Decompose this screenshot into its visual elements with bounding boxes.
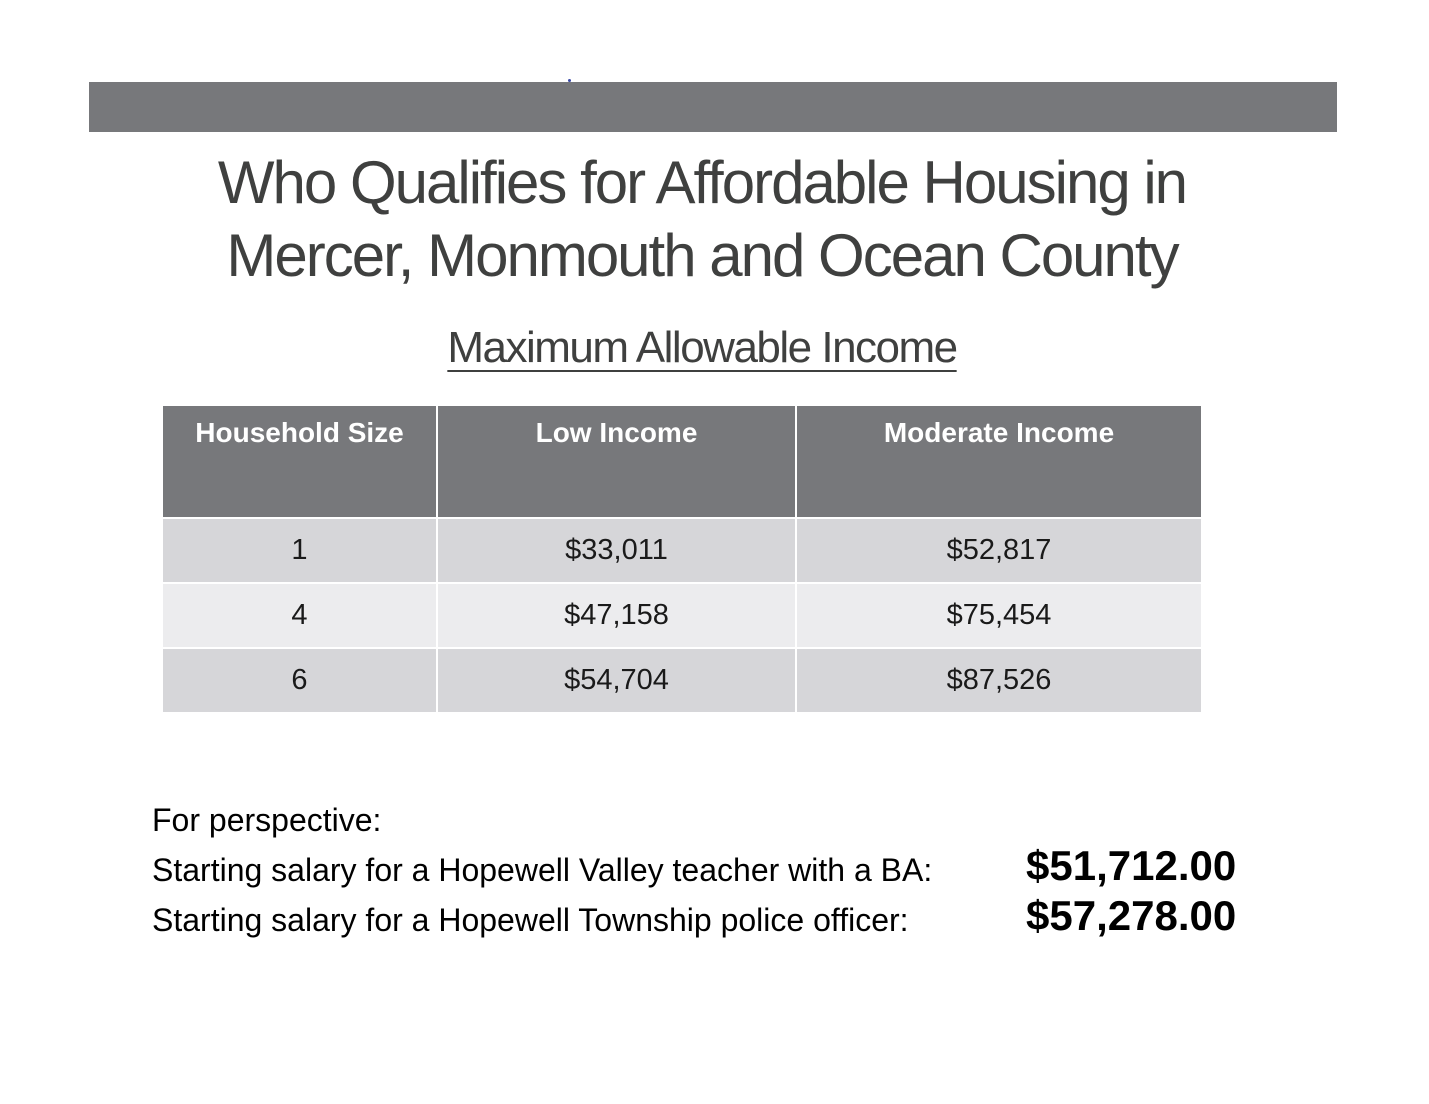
table-header-row — [162, 405, 1202, 518]
teacher-salary-label: Starting salary for a Hopewell Valley teacher with a BA: — [152, 852, 933, 888]
cell-low-income: $54,704 — [437, 648, 796, 713]
cell-household-size: 4 — [162, 583, 437, 648]
teacher-salary-line — [152, 842, 1272, 895]
police-salary-line — [152, 892, 1272, 945]
title-line-1: Who Qualifies for Affordable Housing in — [217, 149, 1187, 216]
header-moderate-income: Moderate Income — [796, 405, 1202, 518]
cell-moderate-income: $75,454 — [796, 583, 1202, 648]
top-banner-bar — [89, 82, 1337, 132]
cell-low-income: $47,158 — [437, 583, 796, 648]
police-salary-amount: $57,278.00 — [1026, 892, 1237, 939]
title-line-2: Mercer, Monmouth and Ocean County — [226, 222, 1178, 289]
table-row — [162, 518, 1202, 583]
subtitle-text: Maximum Allowable Income — [447, 323, 957, 372]
perspective-heading: For perspective: — [152, 802, 382, 838]
header-low-income: Low Income — [437, 405, 796, 518]
stray-dot-mark — [568, 79, 571, 82]
table-row — [162, 648, 1202, 713]
police-salary-label: Starting salary for a Hopewell Township police officer: — [152, 902, 909, 938]
income-table — [161, 404, 1203, 714]
table-subtitle — [89, 320, 1315, 376]
cell-household-size: 6 — [162, 648, 437, 713]
table-row — [162, 583, 1202, 648]
teacher-salary-amount: $51,712.00 — [1026, 842, 1237, 889]
header-household-size: Household Size — [162, 405, 437, 518]
cell-moderate-income: $52,817 — [796, 518, 1202, 583]
page-title — [89, 146, 1315, 292]
cell-low-income: $33,011 — [437, 518, 796, 583]
cell-moderate-income: $87,526 — [796, 648, 1202, 713]
cell-household-size: 1 — [162, 518, 437, 583]
perspective-section — [152, 795, 1272, 945]
